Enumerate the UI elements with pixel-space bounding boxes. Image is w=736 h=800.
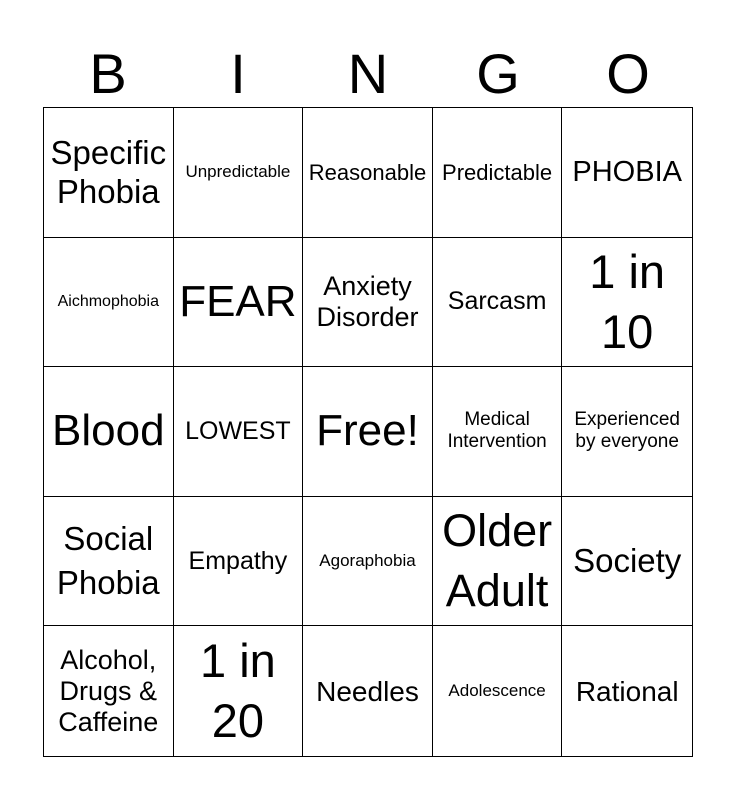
cell-text: Rational — [575, 675, 679, 707]
bingo-cell-r4-c4 — [433, 497, 563, 627]
cell-text: 1 in 20 — [200, 634, 276, 748]
cell-text: Needles — [316, 675, 419, 707]
bingo-cell-r2-c1 — [44, 238, 174, 368]
bingo-cell-r1-c5 — [562, 108, 692, 238]
bingo-cell-r5-c3 — [303, 626, 433, 756]
cell-text: Anxiety Disorder — [316, 270, 419, 332]
cell-text: Aichmophobia — [57, 292, 159, 310]
header-letter-o: O — [606, 42, 650, 105]
bingo-cell-r4-c5 — [562, 497, 692, 627]
bingo-cell-r2-c3 — [303, 238, 433, 368]
bingo-cell-r5-c1 — [44, 626, 174, 756]
bingo-cell-r3-c2 — [174, 367, 304, 497]
cell-text: Predictable — [442, 159, 553, 185]
bingo-cell-r5-c2 — [174, 626, 304, 756]
cell-text: Social Phobia — [56, 520, 160, 602]
bingo-cell-r1-c1 — [44, 108, 174, 238]
bingo-header — [43, 40, 693, 108]
bingo-cell-r4-c1 — [44, 497, 174, 627]
bingo-cell-r4-c3 — [303, 497, 433, 627]
cell-text: Empathy — [188, 546, 288, 575]
cell-text: Medical Intervention — [447, 409, 547, 453]
bingo-cell-r2-c2 — [174, 238, 304, 368]
header-letter-g: G — [476, 42, 520, 105]
cell-text: Specific Phobia — [50, 134, 167, 211]
header-letter-b: B — [89, 42, 127, 105]
cell-text: 1 in 10 — [589, 244, 666, 358]
cell-text: Reasonable — [308, 159, 427, 185]
bingo-cell-r2-c4 — [433, 238, 563, 368]
bingo-cell-r3-c3 — [303, 367, 433, 497]
header-letter-n: N — [347, 42, 389, 105]
bingo-cell-r3-c5 — [562, 367, 692, 497]
cell-text: FEAR — [179, 276, 297, 326]
bingo-cell-r3-c4 — [433, 367, 563, 497]
cell-text: Older Adult — [442, 505, 553, 617]
bingo-cell-r1-c4 — [433, 108, 563, 238]
cell-text: LOWEST — [185, 416, 291, 445]
bingo-board — [43, 107, 693, 757]
bingo-cell-r5-c4 — [433, 626, 563, 756]
cell-text: Free! — [316, 406, 419, 456]
cell-text: Alcohol, Drugs & Caffeine — [58, 644, 159, 737]
bingo-cell-r4-c2 — [174, 497, 304, 627]
cell-text: Unpredictable — [185, 162, 291, 182]
bingo-cell-r1-c2 — [174, 108, 304, 238]
cell-text: PHOBIA — [572, 155, 682, 188]
cell-text: Agoraphobia — [319, 551, 416, 571]
cell-text: Society — [573, 542, 682, 580]
cell-text: Blood — [52, 406, 165, 456]
cell-text: Experienced by everyone — [574, 409, 680, 453]
cell-text: Sarcasm — [447, 287, 547, 316]
bingo-cell-r1-c3 — [303, 108, 433, 238]
cell-text: Adolescence — [448, 681, 546, 701]
bingo-cell-r3-c1 — [44, 367, 174, 497]
header-letter-i: I — [230, 42, 246, 105]
bingo-cell-r2-c5 — [562, 238, 692, 368]
bingo-cell-r5-c5 — [562, 626, 692, 756]
